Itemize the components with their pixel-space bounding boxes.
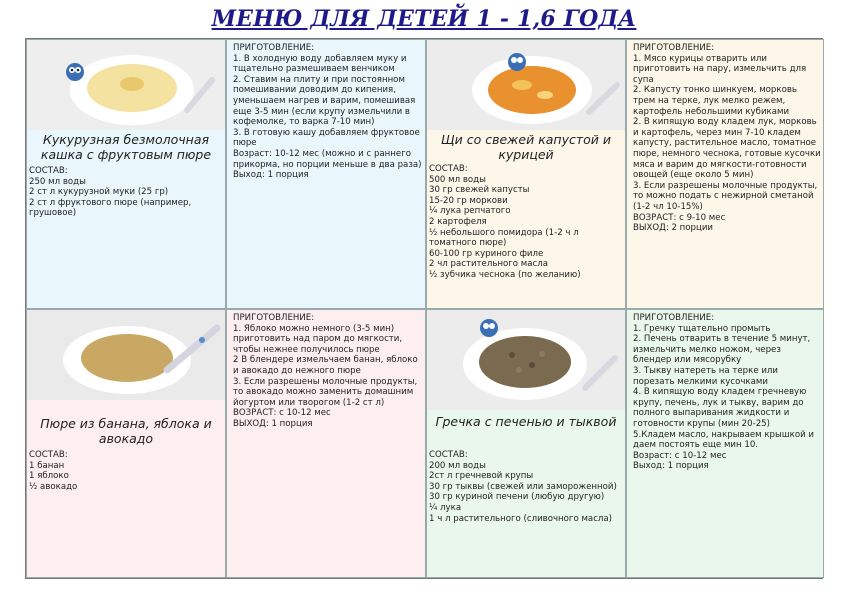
buckwheat-image — [427, 310, 625, 410]
age-info: Возраст: 10-12 мес (можно и с раннего прикорма, но порции меньше в два раза) — [233, 148, 422, 170]
preparation-step: 3. Тыкву натереть на терке или порезать мелкими кусочками — [633, 365, 778, 387]
preparation-step: 2. Печень отварить в течение 5 минут, измельчить мелко ножом, через блендер или мясорубку — [633, 334, 811, 366]
preparation-step: 2. Капусту тонко шинкуем, морковь трем на терке, лук мелко режем, картофель небольшими кубиками — [633, 85, 797, 117]
preparation-header: ПРИГОТОВЛЕНИЕ: — [633, 313, 715, 323]
recipe-card-shchi — [426, 39, 626, 309]
ingredient-item: 30 гр свежей капусты — [429, 185, 530, 196]
ingredient-item: 2 ст л фруктового пюре (например, грушовое) — [29, 197, 192, 219]
preparation-block — [233, 313, 423, 430]
ingredient-item: 2ст л гречневой крупы — [429, 471, 534, 482]
ingredient-item: ½ зубчика чеснока (по желанию) — [429, 269, 581, 280]
ingredient-item: ¼ лука — [429, 502, 462, 513]
preparation-step: 2. В кипящую воду кладем лук, морковь и картофель, через мин 7-10 кладем капусту, растительное масло, томатное пюре, немного чеснока, готовые кусочки мяса и варим до мягкости-готовности овощей (еще около 5 мин) — [633, 117, 821, 181]
preparation-header: ПРИГОТОВЛЕНИЕ: — [633, 43, 715, 53]
dish-photo — [427, 40, 625, 130]
ingredient-item: 2 ст л кукурузной муки (25 гр) — [29, 187, 169, 198]
recipe-prep-shchi — [626, 39, 824, 309]
ingredient-item: 1 ч л растительного (сливочного масла) — [429, 513, 613, 524]
preparation-step: 5.Кладем масло, накрываем крышкой и даем постоять еще мин 10. — [633, 429, 814, 451]
ingredients-block — [29, 450, 223, 492]
ingredient-item: 30 гр тыквы (свежей или замороженной) — [429, 481, 617, 492]
ingredients-block — [29, 166, 223, 219]
ingredients-header: СОСТАВ: — [29, 166, 68, 176]
preparation-step: 2 В блендере измельчаем банан, яблоко и авокадо до нежного пюре — [233, 355, 418, 376]
dish-photo — [27, 310, 225, 400]
ingredient-item: 15-20 гр моркови — [429, 195, 508, 206]
dish-title: Кукурузная безмолочная кашка с фруктовым пюре — [40, 132, 212, 162]
preparation-block — [233, 43, 423, 181]
ingredient-item: ½ небольшого помидора (1-2 ч л томатного пюре) — [429, 227, 579, 249]
recipe-prep-buckwheat — [626, 309, 824, 578]
preparation-header: ПРИГОТОВЛЕНИЕ: — [233, 43, 315, 53]
preparation-step: 3. Если разрешены молочные продукты, то можно подать с нежирной сметаной (1-2 чл 10-15%) — [633, 180, 818, 212]
recipe-card-fruit-puree — [26, 309, 226, 578]
preparation-step: 2. Ставим на плиту и при постоянном помешивании доводим до кипения, уменьшаем нагрев и варим, помешивая еще 3-5 мин (если крупу измельчили в кофемолке, то варка 7-10 мин) — [233, 74, 416, 128]
recipe-card-buckwheat — [426, 309, 626, 578]
ingredient-item: 500 мл воды — [429, 174, 486, 185]
dish-photo — [27, 40, 225, 130]
ingredients-header: СОСТАВ: — [429, 164, 468, 174]
preparation-step: 4. В кипящую воду кладем гречневую крупу, печень, лук и тыкву, варим до полного выпаривания жидкости и готовности крупы (мин 20-25) — [633, 387, 807, 429]
yield-info: Выход: 1 порция — [633, 461, 709, 472]
ingredient-item: 60-100 гр куриного филе — [429, 248, 544, 259]
preparation-step: 1. Гречку тщательно промыть — [633, 323, 771, 334]
ingredient-item: 250 мл воды — [29, 176, 86, 187]
age-info: ВОЗРАСТ: с 10-12 мес — [233, 408, 331, 419]
preparation-block — [633, 313, 821, 472]
ingredients-header: СОСТАВ: — [429, 450, 468, 460]
ingredient-item: 30 гр куриной печени (любую другую) — [429, 492, 605, 503]
corn-porridge-image — [27, 40, 225, 130]
preparation-step: 3. В готовую кашу добавляем фруктовое пюре — [233, 127, 420, 149]
yield-info: Выход: 1 порция — [233, 170, 309, 181]
preparation-step: 1. В холодную воду добавляем муку и тщательно размешиваем венчиком — [233, 53, 407, 75]
dish-title: Щи со свежей капустой и курицей — [440, 132, 612, 162]
menu-grid — [25, 38, 823, 579]
ingredients-block — [429, 164, 623, 281]
preparation-block — [633, 43, 821, 234]
dish-photo — [427, 310, 625, 410]
recipe-card-corn-porridge — [26, 39, 226, 309]
preparation-step: 1. Мясо курицы отварить или приготовить на пару, измельчить для супа — [633, 53, 807, 85]
ingredient-item: 1 яблоко — [29, 471, 69, 482]
recipe-prep-fruit-puree — [226, 309, 426, 578]
yield-info: ВЫХОД: 2 порции — [633, 223, 714, 234]
dish-title: Гречка с печенью и тыквой — [435, 414, 617, 429]
ingredient-item: ¼ лука репчатого — [429, 206, 511, 217]
age-info: Возраст: с 10-12 мес — [633, 450, 727, 461]
preparation-header: ПРИГОТОВЛЕНИЕ: — [233, 313, 315, 323]
age-info: ВОЗРАСТ: с 9-10 мес — [633, 212, 726, 223]
ingredients-header: СОСТАВ: — [29, 450, 68, 460]
preparation-step: 1. Яблоко можно немного (3-5 мин) приготовить над паром до мягкости, чтобы нежнее получилось пюре — [233, 323, 403, 355]
ingredient-item: 1 банан — [29, 460, 65, 471]
shchi-soup-image — [427, 40, 625, 130]
page-title: МЕНЮ ДЛЯ ДЕТЕЙ 1 - 1,6 ГОДА — [211, 6, 637, 32]
preparation-step: 3. Если разрешены молочные продукты, то авокадо можно заменить домашним йогуртом или творогом (1-2 ст л) — [233, 376, 418, 408]
ingredient-item: 2 чл растительного масла — [429, 259, 549, 270]
ingredient-item: 2 картофеля — [429, 216, 487, 227]
recipe-prep-corn-porridge — [226, 39, 426, 309]
dish-title: Пюре из банана, яблока и авокадо — [40, 416, 212, 446]
yield-info: ВЫХОД: 1 порция — [233, 418, 313, 429]
ingredient-item: 200 мл воды — [429, 460, 486, 471]
ingredients-block — [429, 450, 625, 524]
ingredient-item: ½ авокадо — [29, 481, 78, 492]
fruit-puree-image — [27, 310, 225, 400]
